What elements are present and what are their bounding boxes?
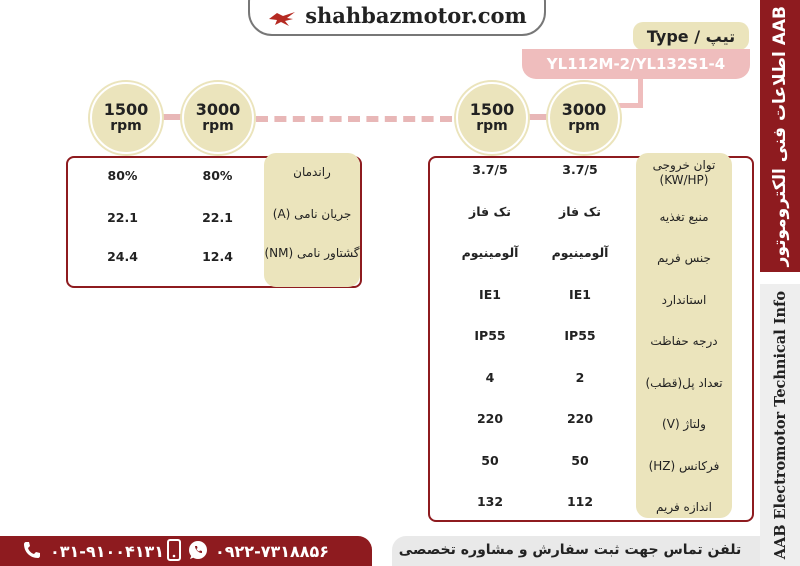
spec-value-3000: 3.7/5 [562,162,598,177]
perf-value-torque-3000: 12.4 [202,249,233,264]
spec-value-3000: 2 [575,369,585,385]
rpm-circle-3000-left [182,82,254,154]
rpm-unit: rpm [476,118,508,135]
perf-value-efficiency-3000: 80% [202,168,233,183]
type-label [633,22,749,50]
spec-value-1500: تک فاز [469,203,511,219]
spec-label: منبع تغذیه [659,209,709,224]
phone-number[interactable]: ۰۳۱-۹۱۰۰۴۱۳۱ [50,542,165,561]
rpm-value: 1500 [469,100,515,120]
type-label-text: تیپ / Type [646,26,736,46]
rpm-unit: rpm [110,118,142,135]
perf-label-current: جریان نامی (A) [272,207,352,221]
rpm-unit: rpm [202,118,234,135]
rpm-value: 3000 [561,100,607,120]
spec-value-1500: IP55 [474,328,506,343]
website-url[interactable]: shahbazmotor.com [305,3,527,28]
spec-value-3000: آلومینیوم [551,245,609,260]
rpm-value: 1500 [103,100,149,120]
spec-label: اندازه فریم [656,500,712,514]
rpm-circle-1500-right [456,82,528,154]
rpm-value: 3000 [195,100,241,120]
sidebar-title-fa-text: اطلاعات فنی الکتروموتور AAB [770,5,790,267]
spec-value-3000: IP55 [564,328,596,343]
spec-value-3000: 112 [566,494,594,509]
spec-label: فرکانس (HZ) [648,458,720,473]
spec-value-3000: تک فاز [559,203,601,219]
spec-value-1500: 132 [476,494,504,509]
spec-value-1500: 4 [485,369,495,385]
rpm-circle-1500-left [90,82,162,154]
sidebar-title-fa [760,0,800,272]
contact-caption: تلفن تماس جهت ثبت سفارش و مشاوره تخصصی [398,542,742,558]
perf-value-current-1500: 22.1 [107,210,138,225]
sidebar-title-en [760,284,800,566]
perf-label-efficiency: راندمان [293,165,331,179]
spec-value-3000: IE1 [569,286,591,302]
spec-value-1500: 3.7/5 [472,162,508,177]
spec-label: تعداد پل(قطب) [645,375,723,390]
spec-label: توان خروجی (KW/HP) [652,158,716,187]
perf-value-current-3000: 22.1 [202,210,233,225]
perf-label-torque: گشتاور نامی (NM) [264,246,360,260]
spec-value-1500: IE1 [479,286,501,302]
spec-value-1500: 220 [476,411,504,426]
spec-label: درجه حفاظت [650,334,718,348]
model-label [522,49,750,79]
perf-value-efficiency-1500: 80% [107,168,138,183]
perf-value-torque-1500: 24.4 [107,249,138,264]
dashed-connector [256,116,452,122]
spec-label: جنس فریم [657,251,711,265]
spec-value-3000: 220 [566,411,594,426]
sidebar-title-en-text: AAB Electromotor Technical Info [771,290,789,560]
spec-label: استاندارد [661,292,707,307]
phone-icon[interactable] [22,540,42,564]
spec-label: ولتاژ (V) [662,417,706,431]
rpm-unit: rpm [568,118,600,135]
model-label-text: YL112M-2/YL132S1-4 [546,55,726,73]
spec-value-1500: آلومینیوم [461,245,519,260]
mobile-icon[interactable] [167,539,181,565]
mobile-number[interactable]: ۰۹۲۲-۷۳۱۸۸۵۶ [215,542,330,561]
whatsapp-icon[interactable] [187,539,209,565]
website-badge[interactable] [248,0,546,36]
rpm-circle-3000-right [548,82,620,154]
spec-value-3000: 50 [571,452,589,468]
eagle-logo-icon [267,10,297,28]
connector-vertical [638,78,643,106]
spec-value-1500: 50 [481,452,499,468]
